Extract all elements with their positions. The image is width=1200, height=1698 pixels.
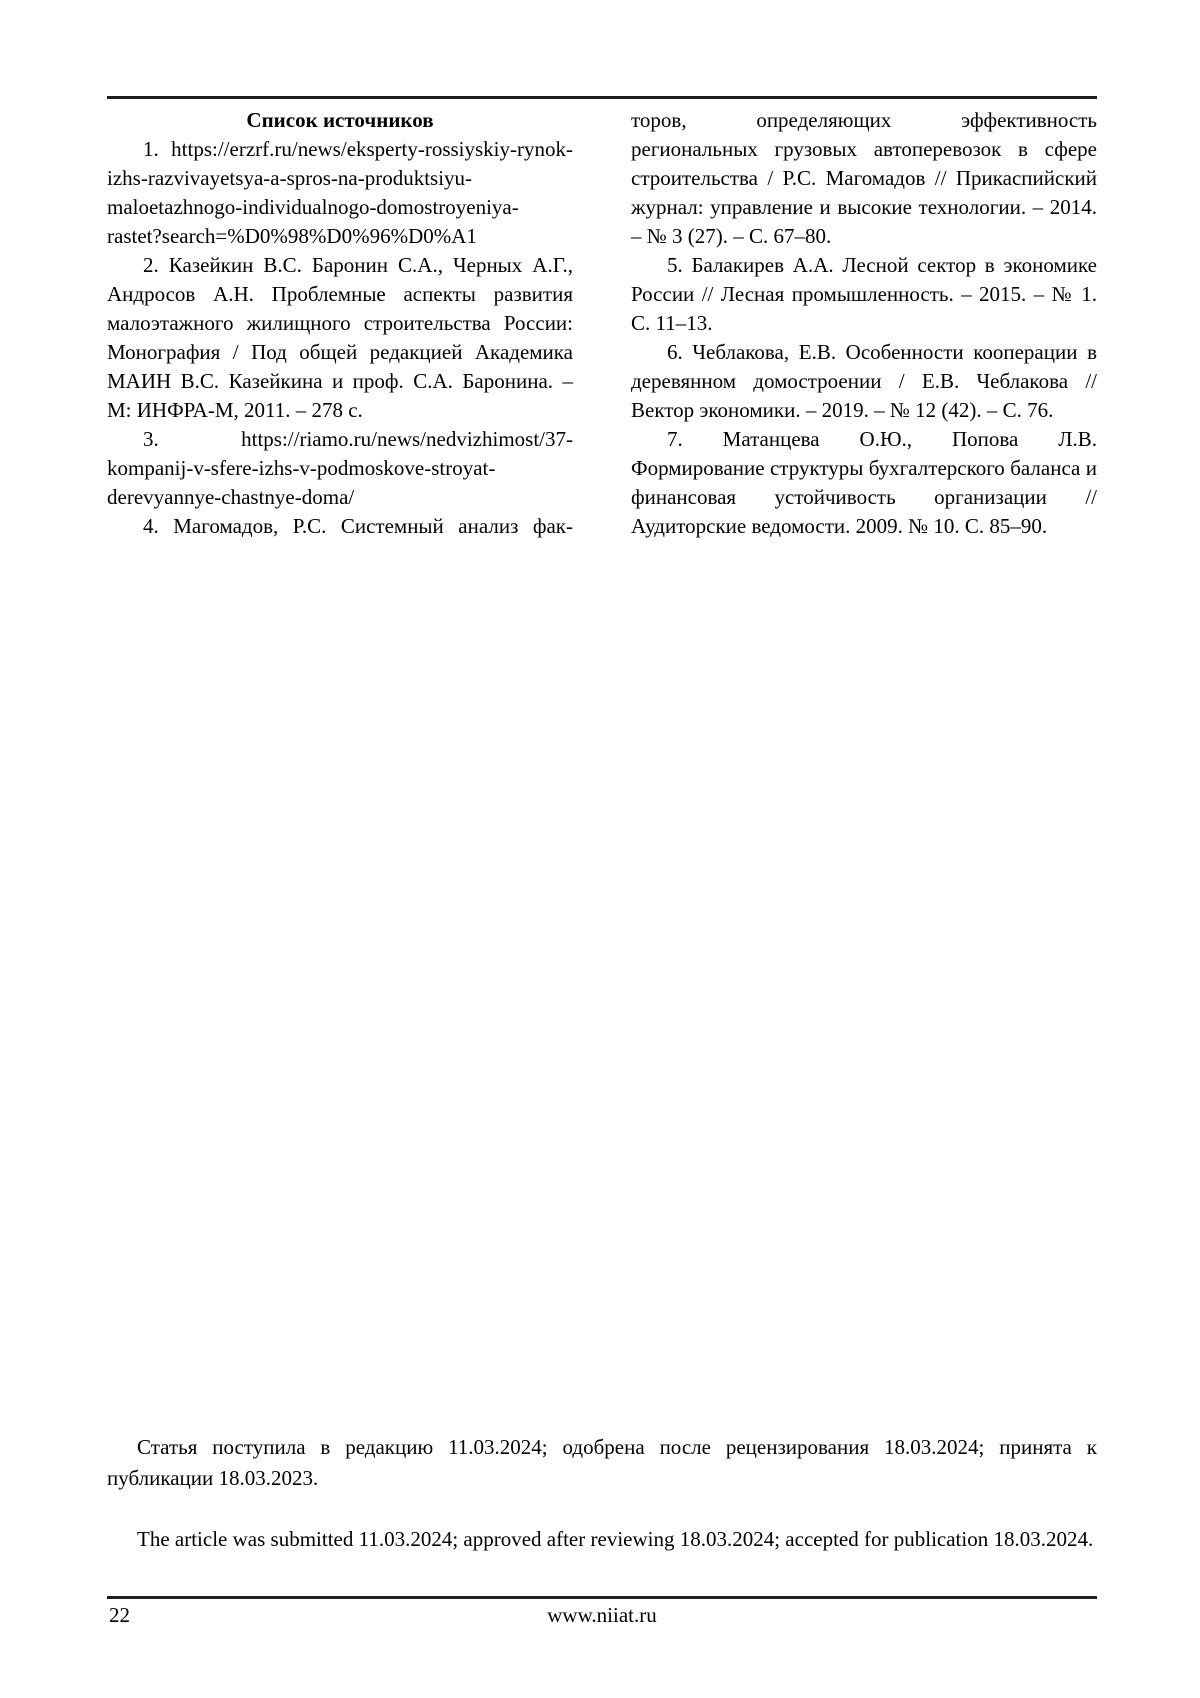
- sources-heading: Список источников: [246, 108, 434, 132]
- reference-item: 7. Матанцева О.Ю., Попова Л.В. Формирование структуры бухгалтерского баланса и финансовая устойчивость организации // Аудиторские ведомости. 2009. № 10. С. 85–90.: [631, 427, 1097, 538]
- page-number: 22: [109, 1603, 130, 1627]
- reference-item: 3. https://riamo.ru/news/nedvizhimost/37-kompanij-v-sfere-izhs-v-podmoskove-stroyat-derevyannye-chastnye-doma/: [107, 427, 573, 509]
- submission-note-en: The article was submitted 11.03.2024; approved after reviewing 18.03.2024; accepted for publication 18.03.2024.: [137, 1527, 1094, 1551]
- reference-item: 1. https://erzrf.ru/news/eksperty-rossiyskiy-rynok-izhs-razvivayetsya-a-spros-na-produktsiyu-maloetazhnogo-individualnogo-domostroyeniya-rastet?search=%D0%98%D0%96%D0%A1: [107, 137, 573, 248]
- header-rule: [107, 96, 1097, 99]
- reference-item: 4. Магомадов, Р.С. Системный анализ фак-: [143, 514, 573, 538]
- submission-note-ru: Статья поступила в редакцию 11.03.2024; одобрена после рецензирования 18.03.2024; принята к публикации 18.03.2023.: [107, 1435, 1097, 1490]
- references-column-left: [107, 106, 573, 541]
- references-column-right: [631, 106, 1097, 541]
- reference-item: торов, определяющих эффективность региональных грузовых автоперевозок в сфере строительства / Р.С. Магомадов // Прикаспийский журнал: управление и высокие технологии. – 2014. – № 3 (27). – С. 67–80.: [631, 108, 1097, 248]
- references-section: [107, 106, 1097, 541]
- footer-rule: [107, 1596, 1097, 1599]
- reference-item: 2. Казейкин В.С. Баронин С.А., Черных А.Г., Андросов А.Н. Проблемные аспекты развития малоэтажного жилищного строительства России: Монография / Под общей редакцией Академика МАИН В.С. Казейкина и проф. С.А. Баронина. – М: ИНФРА-М, 2011. – 278 с.: [107, 253, 573, 422]
- references-list-right: [631, 106, 1097, 541]
- reference-item: 6. Чеблакова, Е.В. Особенности кооперации в деревянном домостроении / Е.В. Чеблакова // Вектор экономики. – 2019. – № 12 (42). – С. 76.: [631, 340, 1097, 422]
- reference-item: 5. Балакирев А.А. Лесной сектор в экономике России // Лесная промышленность. – 2015. – № 1. С. 11–13.: [631, 253, 1097, 335]
- references-list-left: [107, 135, 573, 541]
- submission-info: [107, 1432, 1097, 1555]
- site-url: www.niiat.ru: [547, 1603, 657, 1627]
